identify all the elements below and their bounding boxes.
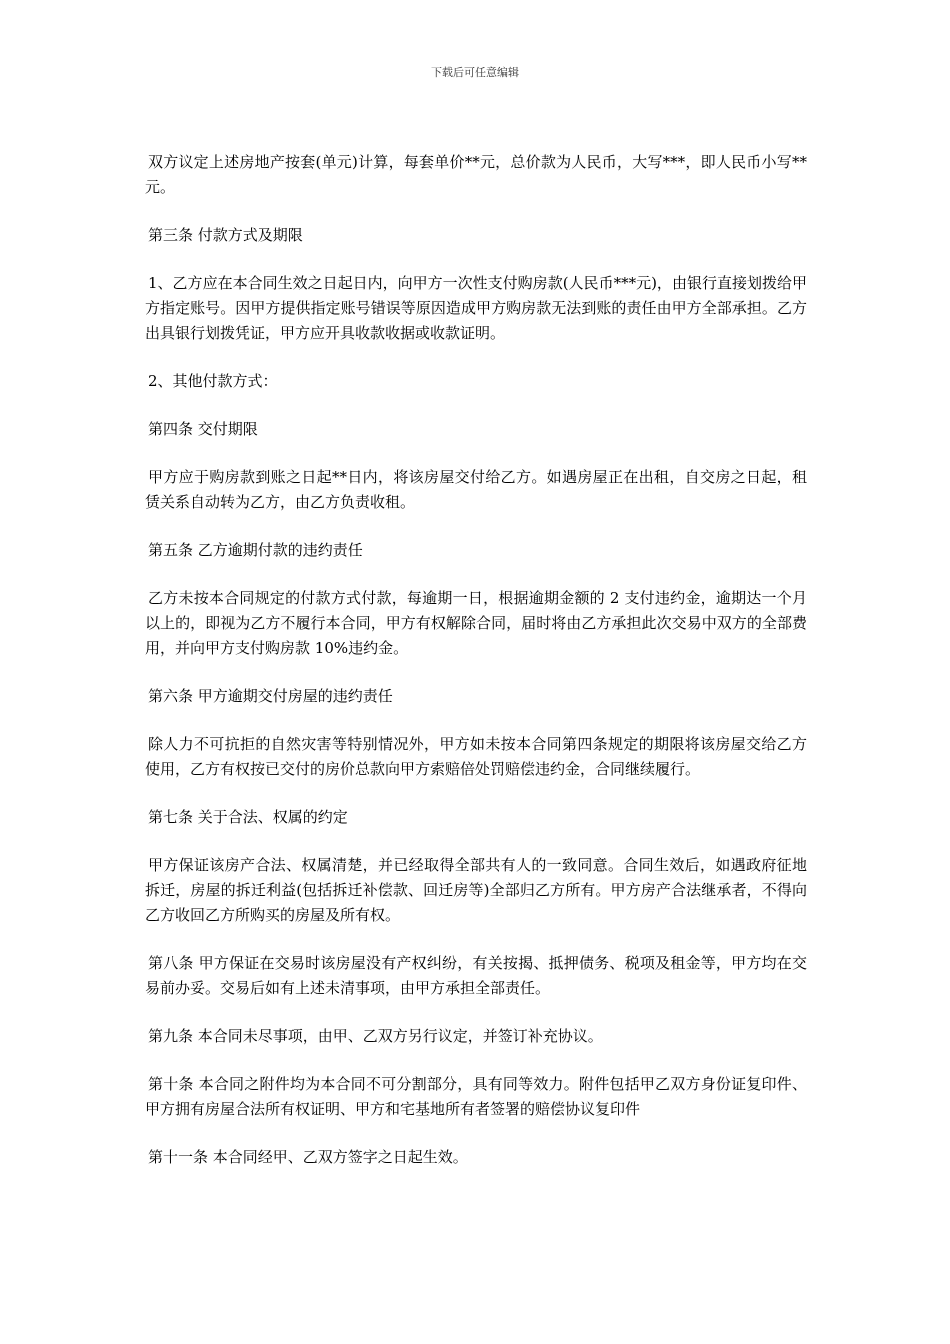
article-4-heading: 第四条 交付期限 bbox=[148, 420, 258, 438]
paragraph-payment-1: 1、乙方应在本合同生效之日起日内，向甲方一次性支付购房款(人民币***元)，由银行直接划拨给甲方指定账号。因甲方提供指定账号错误等原因造成甲方购房款无法到账的责任由甲方全部承担。乙方出具银行划拨凭证，甲方应开具收款收据或收款证明。 bbox=[145, 274, 807, 342]
article-10: 第十条 本合同之附件均为本合同不可分割部分，具有同等效力。附件包括甲乙双方身份证复印件、甲方拥有房屋合法所有权证明、甲方和宅基地所有者签署的赔偿协议复印件 bbox=[145, 1075, 807, 1118]
article-8: 第八条 甲方保证在交易时该房屋没有产权纠纷，有关按揭、抵押债务、税项及租金等，甲方均在交易前办妥。交易后如有上述未清事项，由甲方承担全部责任。 bbox=[145, 954, 807, 997]
paragraph-buyer-default: 乙方未按本合同规定的付款方式付款，每逾期一日，根据逾期金额的 2 支付违约金，逾期达一个月以上的，即视为乙方不履行本合同，甲方有权解除合同，届时将由乙方承担此次交易中双方的全部费用，并向甲方支付购房款 10%违约金。 bbox=[145, 589, 807, 657]
article-5-heading: 第五条 乙方逾期付款的违约责任 bbox=[148, 541, 363, 559]
paragraph-delivery: 甲方应于购房款到账之日起**日内，将该房屋交付给乙方。如遇房屋正在出租，自交房之日起，租赁关系自动转为乙方，由乙方负责收租。 bbox=[145, 468, 807, 511]
document-body bbox=[145, 150, 807, 1193]
paragraph-payment-2: 2、其他付款方式： bbox=[148, 372, 278, 390]
paragraph-legality: 甲方保证该房产合法、权属清楚，并已经取得全部共有人的一致同意。合同生效后，如遇政府征地拆迁，房屋的拆迁利益(包括拆迁补偿款、回迁房等)全部归乙方所有。甲方房产合法继承者，不得向乙方收回乙方所购买的房屋及所有权。 bbox=[145, 856, 807, 924]
article-6-heading: 第六条 甲方逾期交付房屋的违约责任 bbox=[148, 687, 393, 705]
article-7-heading: 第七条 关于合法、权属的约定 bbox=[148, 808, 348, 826]
article-3-heading: 第三条 付款方式及期限 bbox=[148, 226, 303, 244]
article-9: 第九条 本合同未尽事项，由甲、乙双方另行议定，并签订补充协议。 bbox=[148, 1027, 603, 1045]
page-header: 下载后可任意编辑 bbox=[431, 66, 519, 79]
paragraph-seller-default: 除人力不可抗拒的自然灾害等特别情况外，甲方如未按本合同第四条规定的期限将该房屋交给乙方使用，乙方有权按已交付的房价总款向甲方索赔倍处罚赔偿违约金，合同继续履行。 bbox=[145, 735, 807, 778]
article-11: 第十一条 本合同经甲、乙双方签字之日起生效。 bbox=[148, 1148, 468, 1166]
paragraph-price: 双方议定上述房地产按套(单元)计算，每套单价**元，总价款为人民币，大写***，即人民币小写**元。 bbox=[145, 153, 807, 196]
